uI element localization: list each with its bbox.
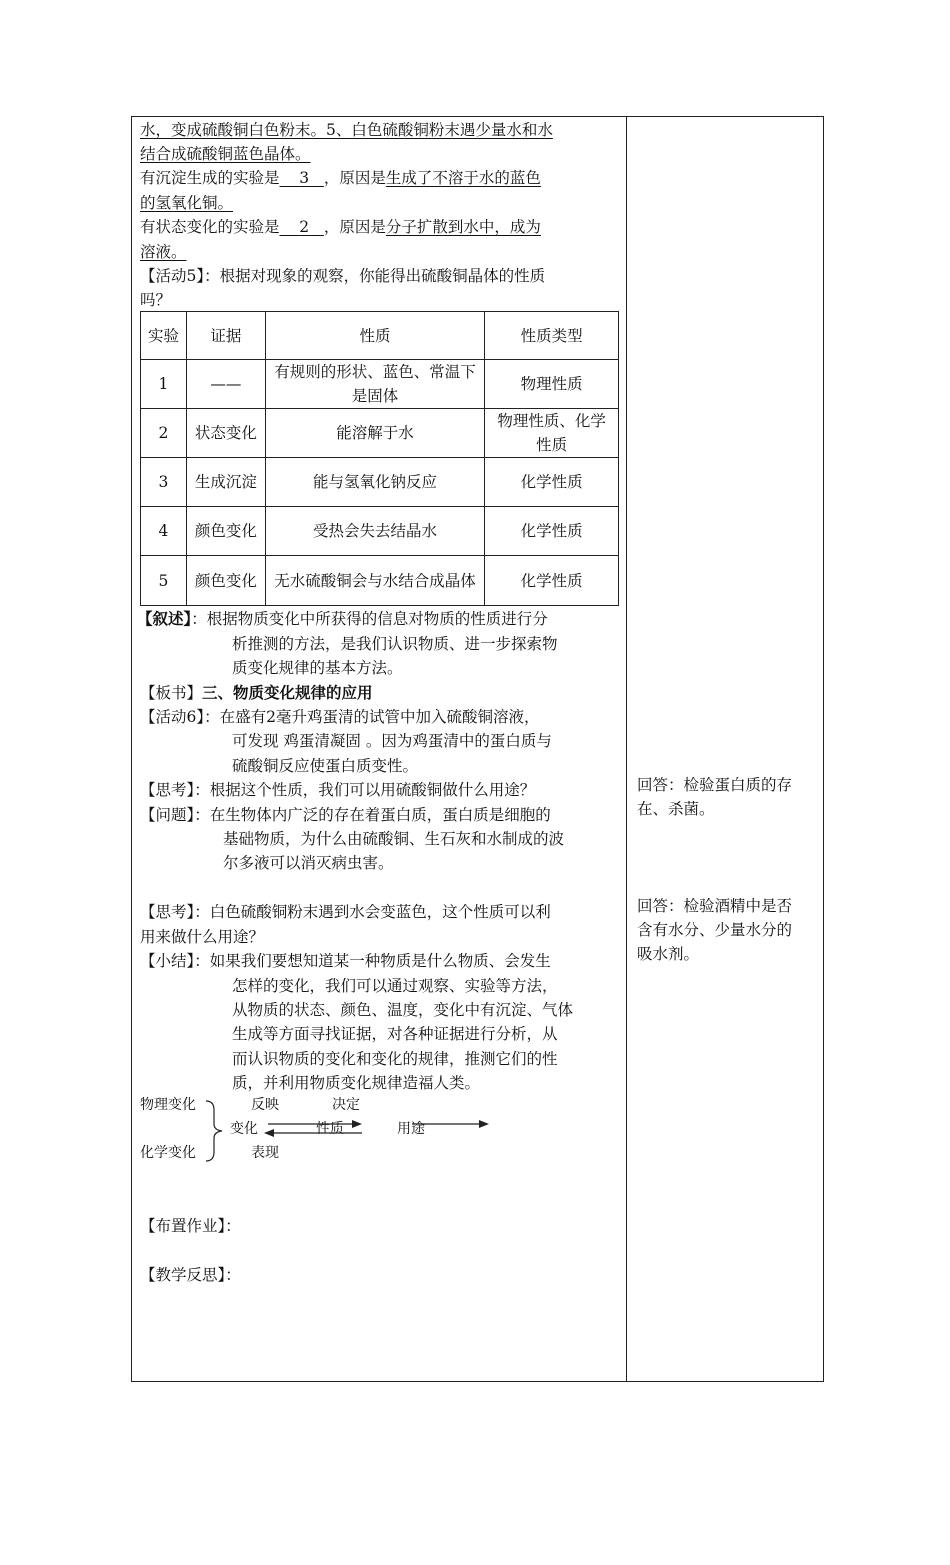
cell-evidence: 颜色变化 (186, 556, 265, 606)
think2-text-1: ：白色硫酸铜粉末遇到水会变蓝色，这个性质可以利 (194, 903, 551, 921)
header-evidence: 证据 (186, 312, 265, 360)
header-property-type: 性质类型 (485, 312, 619, 360)
narrate-tag: 【叙述】 (137, 609, 192, 628)
header-experiment: 实验 (141, 312, 187, 360)
summary-tag: 【小结】 (140, 952, 195, 970)
cell-experiment: 4 (141, 507, 187, 556)
think1-text: ：根据这个性质，我们可以用硫酸铜做什么用途？ (194, 781, 536, 799)
arrow-to-usage (412, 1120, 489, 1128)
activity6-text-1: ：在盛有2毫升鸡蛋清的试管中加入硫酸铜溶液， (204, 708, 540, 726)
cell-property-type: 物理性质、化学性质 (485, 409, 619, 458)
cell-evidence: 生成沉淀 (186, 458, 265, 507)
header-property: 性质 (265, 312, 484, 360)
precipitate-mid: ，原因是 (323, 169, 386, 187)
question-tag: 【问题】 (140, 806, 195, 824)
brace-icon (206, 1101, 222, 1161)
precipitate-reason-2: 的氢氧化铜。 (140, 194, 234, 212)
summary-line-4: 生成等方面寻找证据，对各种证据进行分析，从 (232, 1025, 558, 1043)
cell-property-type: 化学性质 (485, 458, 619, 507)
cell-property-type: 化学性质 (485, 556, 619, 606)
cell-property-type: 物理性质 (485, 360, 619, 409)
cell-property: 能溶解于水 (265, 409, 484, 458)
board-tag: 【板书】 (140, 684, 203, 702)
summary-line-6: 质，并利用物质变化规律造福人类。 (232, 1074, 481, 1092)
diagram-reflect: 反映 (251, 1097, 279, 1113)
state-change-reason-2: 溶液。 (140, 243, 187, 261)
cell-experiment: 2 (141, 409, 187, 458)
activity5-line-1: 【活动5】：根据对现象的观察，你能得出硫酸铜晶体的性质 (140, 267, 546, 285)
cell-property: 有规则的形状、蓝色、常温下是固体 (265, 360, 484, 409)
summary-line-3: 从物质的状态、颜色、温度，变化中有沉淀、气体 (232, 1001, 574, 1019)
summary-line-5: 而认识物质的变化和变化的规律，推测它们的性 (232, 1050, 558, 1068)
state-change-number: 2 (299, 218, 310, 236)
think2-tag: 【思考】 (140, 903, 195, 921)
question-line-3: 尔多液可以消灭病虫害。 (223, 854, 394, 872)
narrate-text-1: ：根据物质变化中所获得的信息对物质的性质进行分 (191, 610, 548, 628)
activity6-tag: 【活动6】 (140, 708, 205, 726)
cell-evidence: 状态变化 (186, 409, 265, 458)
arrow-change-to-property (268, 1120, 362, 1128)
cell-experiment: 3 (141, 458, 187, 507)
cell-property-type: 化学性质 (485, 507, 619, 556)
cell-property: 能与氢氧化钠反应 (265, 458, 484, 507)
answer-1-line-1: 回答：检验蛋白质的存 (637, 776, 793, 794)
lead-line-2: 结合成硫酸铜蓝色晶体。 (140, 145, 311, 163)
diagram-property: 性质 (316, 1121, 344, 1137)
question-line-2: 基础物质，为什么由硫酸铜、生石灰和水制成的波 (223, 830, 565, 848)
summary-text-1: ：如果我们要想知道某一种物质是什么物质、会发生 (194, 952, 551, 970)
activity6-line-2: 可发现 鸡蛋清凝固 。因为鸡蛋清中的蛋白质与 (232, 732, 552, 750)
diagram-change: 变化 (230, 1121, 258, 1137)
cell-experiment: 1 (141, 360, 187, 409)
answer-2-line-2: 含有水分、少量水分的 (637, 921, 793, 939)
answer-1-line-2: 在、杀菌。 (637, 800, 715, 818)
state-change-mid: ，原因是 (323, 218, 386, 236)
board-text: 三、物质变化规律的应用 (202, 683, 373, 702)
narrate-line-3: 质变化规律的基本方法。 (232, 659, 403, 677)
summary-line-2: 怎样的变化，我们可以通过观察、实验等方法， (232, 977, 558, 995)
lead-line-1: 水，变成硫酸铜白色粉末。5、白色硫酸铜粉末遇少量水和水 (140, 121, 553, 139)
narrate-line-2: 析推测的方法，是我们认识物质、进一步探索物 (232, 635, 558, 653)
question-text-1: ：在生物体内广泛的存在着蛋白质，蛋白质是细胞的 (194, 806, 551, 824)
precipitate-reason-1: 生成了不溶于水的蓝色 (385, 169, 541, 187)
diagram-decide: 决定 (332, 1097, 360, 1113)
diagram-usage: 用途 (397, 1121, 425, 1137)
state-change-reason-1: 分子扩散到水中，成为 (385, 218, 541, 236)
cell-evidence: —— (186, 360, 265, 409)
answer-2-line-3: 吸水剂。 (637, 945, 700, 963)
homework-label: 【布置作业】： (140, 1217, 241, 1235)
diagram-chemical-change: 化学变化 (140, 1145, 196, 1161)
cell-evidence: 颜色变化 (186, 507, 265, 556)
precipitate-prefix: 有沉淀生成的实验是 (140, 169, 280, 187)
think1-tag: 【思考】 (140, 781, 195, 799)
think2-line-2: 用来做什么用途？ (140, 928, 265, 946)
answer-2-line-1: 回答：检验酒精中是否 (637, 897, 793, 915)
cell-property: 受热会失去结晶水 (265, 507, 484, 556)
precipitate-number: 3 (299, 169, 310, 187)
state-change-prefix: 有状态变化的实验是 (140, 218, 280, 236)
cell-property: 无水硫酸铜会与水结合成晶体 (265, 556, 484, 606)
cell-experiment: 5 (141, 556, 187, 606)
diagram-express: 表现 (251, 1145, 279, 1161)
reflection-label: 【教学反思】： (140, 1266, 241, 1284)
diagram-physical-change: 物理变化 (140, 1097, 196, 1113)
activity6-line-3: 硫酸铜反应使蛋白质变性。 (232, 757, 419, 775)
arrow-property-to-change (264, 1129, 362, 1137)
activity5-line-2: 吗？ (140, 291, 172, 309)
